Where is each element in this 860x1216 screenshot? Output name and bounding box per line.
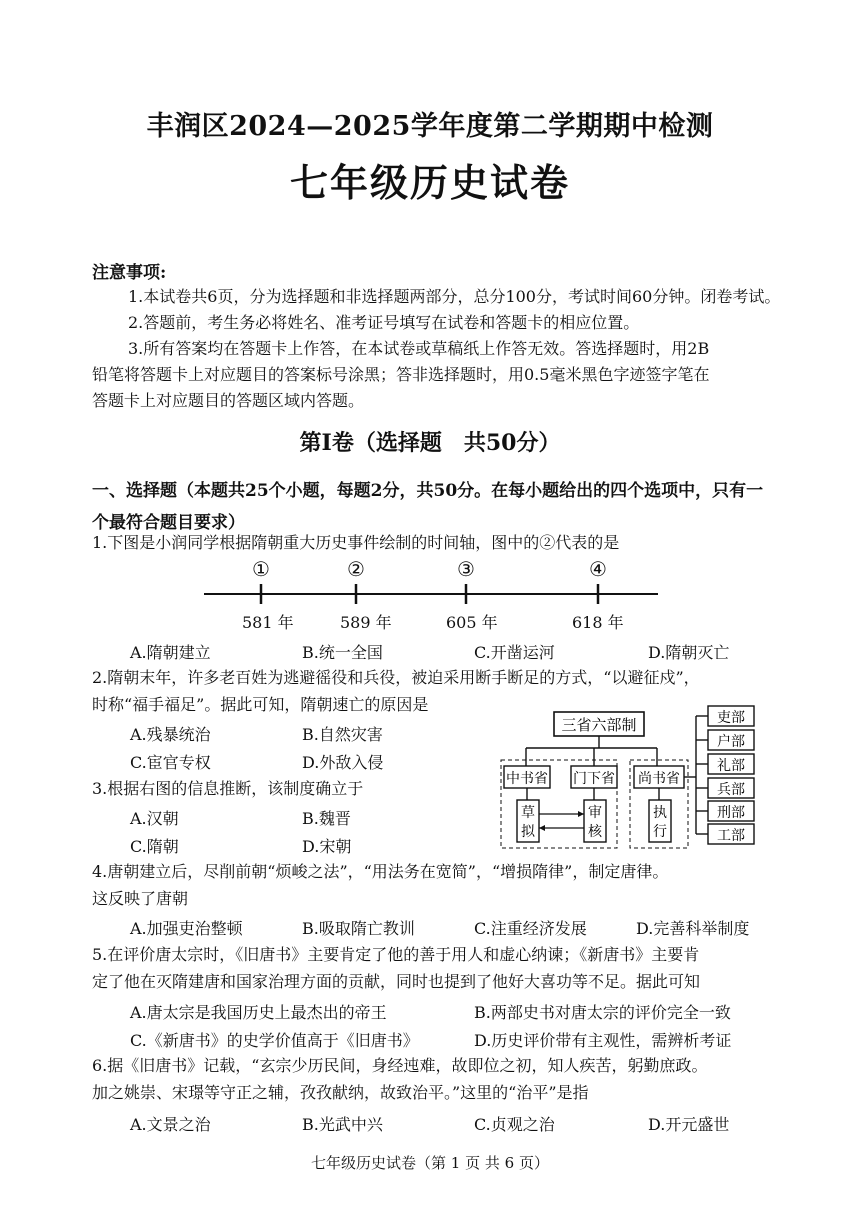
q3-option-a: A.汉朝: [130, 809, 179, 828]
q4-stem-line2: 这反映了唐朝: [92, 889, 189, 908]
exam-title-line1: 丰润区2024—2025学年度第二学期期中检测: [146, 111, 714, 142]
q5-option-b: B.两部史书对唐太宗的评价完全一致: [474, 1003, 731, 1022]
q2-option-a: A.残暴统治: [130, 725, 211, 744]
q4-option-d: D.完善科举制度: [636, 919, 750, 938]
timeline-marker-3: ③: [457, 557, 475, 581]
zhixing-char2: 行: [653, 824, 667, 840]
ministry-rites: 礼部: [717, 758, 745, 774]
q6-option-b: B.光武中兴: [302, 1115, 383, 1134]
timeline-year-618: 618 年: [572, 613, 624, 632]
q4-stem-line1: 4.唐朝建立后，尽削前朝“烦峻之法”，“用法务在宽简”，“增损隋律”，制定唐律。: [92, 862, 669, 881]
q2-option-b: B.自然灾害: [302, 725, 383, 744]
part-heading-line2: 个最符合题目要求）: [92, 513, 245, 533]
q3-option-b: B.魏晋: [302, 809, 351, 828]
q3-option-c: C.隋朝: [130, 837, 179, 856]
section-title: 第Ⅰ卷（选择题 共50分）: [299, 430, 561, 456]
timeline-year-589: 589 年: [340, 613, 392, 632]
timeline-marker-2: ②: [347, 557, 365, 581]
ministry-revenue: 户部: [717, 734, 745, 750]
menxia-label: 门下省: [573, 771, 615, 787]
q3-option-d: D.宋朝: [302, 837, 352, 856]
sansheng-liubu-diagram: [490, 700, 760, 852]
q5-option-d: D.历史评价带有主观性，需辨析考证: [474, 1031, 732, 1050]
timeline-marker-4: ④: [589, 557, 607, 581]
shangshu-label: 尚书省: [638, 771, 680, 787]
ministry-war: 兵部: [717, 782, 745, 798]
q2-option-c: C.宦官专权: [130, 753, 211, 772]
caoni-char1: 草: [521, 805, 535, 821]
q3-stem: 3.根据右图的信息推断，该制度确立于: [92, 779, 364, 798]
q1-option-b: B.统一全国: [302, 643, 383, 662]
q1-timeline: [200, 582, 670, 606]
q1-option-c: C.开凿运河: [474, 643, 555, 662]
q2-stem-line1: 2.隋朝末年，许多老百姓为逃避徭役和兵役，被迫采用断手断足的方式，“以避征戍”，: [92, 668, 700, 687]
caoni-char2: 拟: [521, 824, 535, 840]
ministry-personnel: 吏部: [717, 710, 745, 726]
q5-stem-line2: 定了他在灭隋建唐和国家治理方面的贡献，同时也提到了他好大喜功等不足。据此可知: [92, 972, 701, 991]
q6-stem-line1: 6.据《旧唐书》记载，“玄宗少历民间，身经迍难，故即位之初，知人疾苦，躬勤庶政。: [92, 1056, 708, 1075]
shenhe-char1: 审: [588, 805, 602, 821]
zhixing-char1: 执: [653, 805, 667, 821]
ministry-justice: 刑部: [717, 805, 745, 821]
notice-item-1: 1.本试卷共6页，分为选择题和非选择题两部分，总分100分，考试时间60分钟。闭卷考试。: [128, 287, 781, 306]
q6-option-d: D.开元盛世: [648, 1115, 730, 1134]
q5-option-a: A.唐太宗是我国历史上最杰出的帝王: [130, 1003, 387, 1022]
ministry-works: 工部: [717, 828, 745, 844]
notice-item-3-line1: 3.所有答案均在答题卡上作答，在本试卷或草稿纸上作答无效。答选择题时，用2B: [128, 339, 710, 358]
q2-option-d: D.外敌入侵: [302, 753, 384, 772]
q6-option-a: A.文景之治: [130, 1115, 211, 1134]
q5-option-c: C.《新唐书》的史学价值高于《旧唐书》: [130, 1031, 419, 1050]
shenhe-char2: 核: [588, 824, 602, 840]
q1-option-d: D.隋朝灭亡: [648, 643, 730, 662]
q6-option-c: C.贞观之治: [474, 1115, 555, 1134]
q5-stem-line1: 5.在评价唐太宗时，《旧唐书》主要肯定了他的善于用人和虚心纳谏；《新唐书》主要肯: [92, 945, 700, 964]
timeline-year-581: 581 年: [242, 613, 294, 632]
notice-item-3-line2: 铅笔将答题卡上对应题目的答案标号涂黑；答非选择题时，用0.5毫米黑色字迹签字笔在: [92, 365, 710, 384]
notice-heading: 注意事项:: [92, 263, 167, 283]
timeline-year-605: 605 年: [446, 613, 498, 632]
q4-option-a: A.加强吏治整顿: [130, 919, 243, 938]
q4-option-c: C.注重经济发展: [474, 919, 587, 938]
diagram-top-label: 三省六部制: [561, 716, 637, 734]
zhongshu-label: 中书省: [506, 771, 548, 787]
page-footer: 七年级历史试卷（第 1 页 共 6 页）: [311, 1154, 549, 1172]
notice-item-3-line3: 答题卡上对应题目的答题区域内答题。: [92, 391, 365, 410]
q1-stem: 1.下图是小润同学根据隋朝重大历史事件绘制的时间轴，图中的②代表的是: [92, 533, 620, 552]
q2-stem-line2: 时称“福手福足”。据此可知，隋朝速亡的原因是: [92, 695, 429, 714]
q6-stem-line2: 加之姚崇、宋璟等守正之辅，孜孜献纳，故致治平。”这里的“治平”是指: [92, 1083, 589, 1102]
q4-option-b: B.吸取隋亡教训: [302, 919, 415, 938]
q1-option-a: A.隋朝建立: [130, 643, 211, 662]
timeline-marker-1: ①: [252, 557, 270, 581]
part-heading-line1: 一、选择题（本题共25个小题，每题2分，共50分。在每小题给出的四个选项中，只有一: [92, 481, 764, 501]
exam-title-line2: 七年级历史试卷: [289, 160, 570, 205]
notice-item-2: 2.答题前，考生务必将姓名、准考证号填写在试卷和答题卡的相应位置。: [128, 313, 640, 332]
